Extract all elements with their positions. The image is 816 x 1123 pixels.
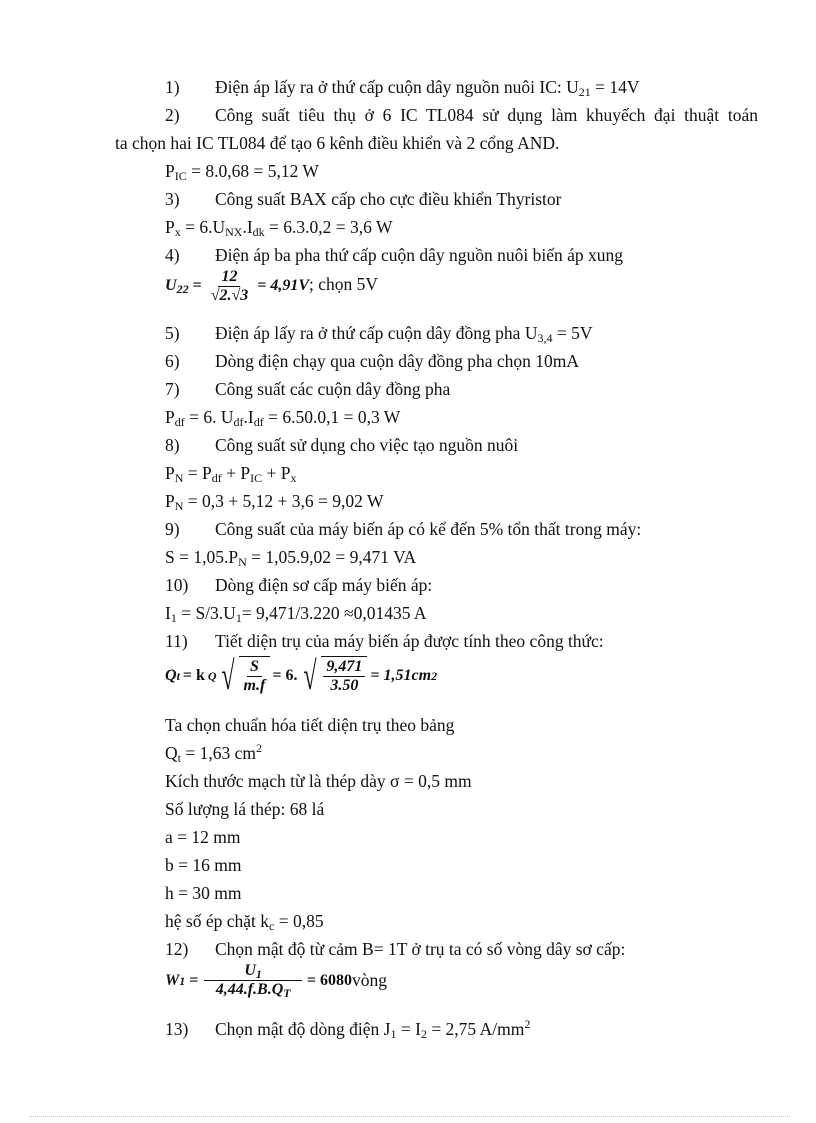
formula-s: $S = 1,05.P_N = 1,05.9,02 = 9,471$ VA: [165, 547, 417, 569]
text-sheet-count: Số lượng lá thép: 68 lá: [165, 799, 325, 819]
formula-p-ic: $P_{IC} = 8.0,68 = 5,12$ W: [165, 161, 319, 183]
document-page: 1) Điện áp lấy ra ở thứ cấp cuộn dây nguồn nuôi IC: $U_{21} = 14V$ 2) Công suất tiêu thụ ở 6 IC TL084 sử dụng làm khuyếch đại thuật toán ta chọn hai IC TL084 để tạo 6 kênh điều khiển và 2 cổng AND. $P_{IC} = 8.0,68 = 5,12$ W 3) Công suất BAX cấp cho cực điều khiển Thyristor $P_x = 6.U_{NX}.I_{dk} = 6.3.0,2 = 3,6$ W 4) Điện áp ba pha thứ cấp cuộn dây nguồn nuôi biến áp xung $U_{22}$ = $\frac{12}{√2.√3}$ = 4,91V; chọn 5V 5) Điện áp lấy ra ở thứ cấp cuộn dây đồng pha $U_{3,4} = 5V$ 6) Dòng điện chạy qua cuộn dây đồng pha chọn 10mA 7) Công suất các cuộn dây đồng pha $P_{df} = 6$. $U_{df}.I_{df} = 6.50.0,1 = 0,3$ W 8) Công suất sử dụng cho việc tạo nguồn nuôi $P_N = P_{df} + P_{IC} + P_x$ $P_N = 0,3 + 5,12 + 3,6 = 9,02$ W 9) Công suất của máy biến áp có kể đến 5% tổn thất trong máy: $S = 1,05.P_N = 1,05.9,02 = 9,471$ VA 10) Dòng điện sơ cấp máy biến áp: $I_1 = S/3.U_1= 9,471/3.220 \approx 0,01435$ A 11) Tiết diện trụ của máy biến áp được tính theo công thức: Q t = k Q √ $\frac{S}{m.f}$ = 6. √ $\frac{9,471}{3.50}$ = 1,51cm 2 Ta chọn chuẩn hóa tiết diện trụ theo bảng $Q_t = 1,63$ $cm^2$ Kích thước mạch từ là thép dày σ = 0,5 mm Số lượng lá thép: 68 lá a = 12 mm b = 16 mm h = 30 mm hệ số ép chặt $k_c = 0,85$ 12) Chọn mật độ từ cảm B= 1T ở trụ ta có số vòng dây sơ cấp: W 1 = $\frac{U_1}{4,44.f.B.Q_T}$ = 6080 vòng 13) Chọn mật độ dòng điện $J_1 = I_2 = 2,75$ $A/mm^2$: [0, 0, 816, 1123]
page-divider: [30, 1116, 790, 1117]
text-dim-h: h = 30 mm: [165, 883, 242, 903]
formula-qt-value: $Q_t = 1,63$ $cm^2$: [165, 741, 262, 765]
text-core-size: Kích thước mạch từ là thép dày σ = 0,5 mm: [165, 771, 472, 791]
text-kc: hệ số ép chặt $k_c = 0,85$: [165, 911, 324, 933]
item-2-continued: ta chọn hai IC TL084 để tạo 6 kênh điều khiển và 2 cổng AND.: [115, 133, 560, 153]
text-dim-b: b = 16 mm: [165, 855, 242, 875]
sqrt-symbol: √ $\frac{9,471}{3.50}$: [299, 656, 367, 696]
formula-p-n-sum: $P_N = P_{df} + P_{IC} + P_x$: [165, 463, 297, 485]
fraction: $\frac{12}{√2.√3}$: [210, 268, 249, 304]
equation-u22: $U_{22}$ = $\frac{12}{√2.√3}$ = 4,91V; chọn 5V: [165, 268, 379, 304]
equation-qt: Q t = k Q √ $\frac{S}{m.f}$ = 6. √ $\frac{9,471}{3.50}$ = 1,51cm 2: [165, 653, 438, 698]
formula-p-x: $P_x = 6.U_{NX}.I_{dk} = 6.3.0,2 = 3,6$ W: [165, 217, 393, 239]
formula-p-n-value: $P_N = 0,3 + 5,12 + 3,6 = 9,02$ W: [165, 491, 384, 513]
formula-i1: $I_1 = S/3.U_1= 9,471/3.220 \approx 0,01435$ A: [165, 603, 427, 625]
sqrt-symbol: √ $\frac{S}{m.f}$: [217, 656, 271, 696]
text-standardize: Ta chọn chuẩn hóa tiết diện trụ theo bảng: [165, 715, 455, 735]
formula-p-df: $P_{df} = 6$. $U_{df}.I_{df} = 6.50.0,1 = 0,3$ W: [165, 407, 401, 429]
equation-w1: W 1 = $\frac{U_1}{4,44.f.B.Q_T}$ = 6080 vòng: [165, 962, 388, 1000]
fraction: $\frac{U_1}{4,44.f.B.Q_T}$: [204, 962, 302, 999]
text-dim-a: a = 12 mm: [165, 827, 241, 847]
